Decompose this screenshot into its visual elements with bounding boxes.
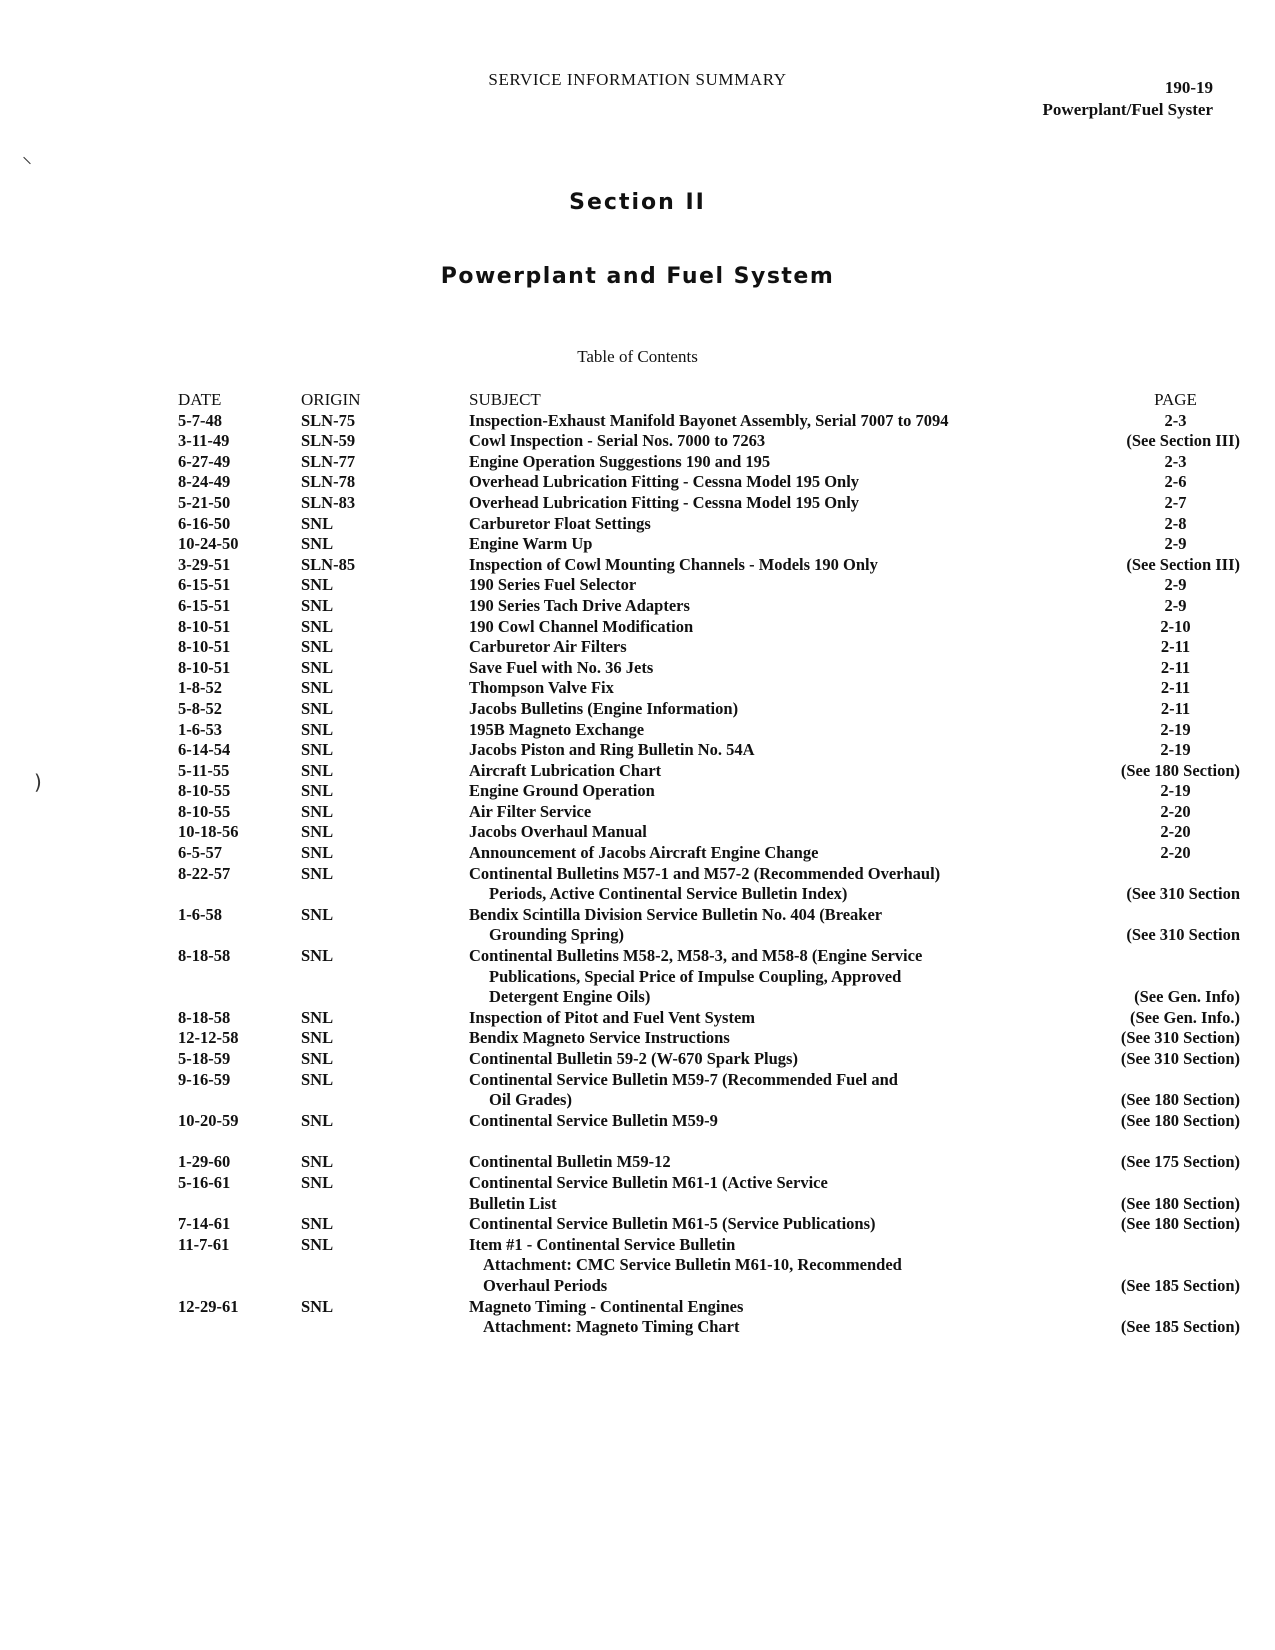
row-date: 12-29-61 — [178, 1296, 239, 1316]
table-row — [178, 761, 1240, 782]
table-row — [178, 514, 1240, 535]
table-row — [178, 1297, 1240, 1338]
table-row — [178, 617, 1240, 638]
table-row — [178, 678, 1240, 699]
table-row — [178, 1049, 1240, 1070]
row-date: 9-16-59 — [178, 1069, 231, 1089]
table-row — [178, 658, 1240, 679]
row-page: (See 310 Section) — [1120, 1028, 1240, 1048]
row-page: 2-19 — [1160, 719, 1191, 739]
row-page: 2-11 — [1160, 657, 1191, 677]
row-origin: SNL — [301, 637, 334, 657]
row-date: 6-27-49 — [178, 451, 231, 471]
table-row — [178, 1070, 1240, 1111]
row-date: 1-6-58 — [178, 904, 222, 924]
row-origin: SLN-75 — [301, 410, 356, 430]
section-subtitle: Powerplant and Fuel System — [440, 264, 835, 289]
subject-line: Continental Service Bulletin M61-1 (Active Service — [469, 1172, 828, 1192]
row-origin: SNL — [301, 1049, 334, 1068]
row-date: 5-18-59 — [178, 1049, 231, 1068]
row-date: 5-16-61 — [178, 1172, 231, 1192]
row-page: (See 180 Section) — [1120, 1090, 1240, 1110]
row-page: 2-11 — [1160, 698, 1191, 718]
row-page: 2-7 — [1164, 492, 1187, 512]
row-page: (See 175 Section) — [1120, 1152, 1240, 1172]
document-subtitle: Powerplant/Fuel Syster — [1042, 100, 1213, 119]
row-subject: 190 Series Tach Drive Adapters — [469, 595, 690, 615]
row-subject: Carburetor Air Filters — [469, 637, 627, 657]
row-page: (See 180 Section) — [1120, 760, 1240, 780]
row-date: 8-10-51 — [178, 616, 231, 636]
row-page: 2-8 — [1164, 513, 1187, 533]
row-date: 6-14-54 — [178, 740, 231, 760]
row-page: (See Section III) — [1126, 554, 1240, 574]
row-subject: Continental Service Bulletin M59-9 — [469, 1110, 718, 1130]
row-page: (See Gen. Info) — [1134, 987, 1240, 1007]
row-origin: SNL — [301, 575, 334, 595]
row-date: 3-11-49 — [178, 431, 230, 451]
table-row — [178, 431, 1240, 452]
row-origin: SLN-59 — [301, 431, 356, 451]
table-row — [178, 534, 1240, 555]
subject-line: Overhaul Periods — [483, 1275, 608, 1295]
row-date: 8-18-58 — [178, 946, 231, 966]
row-page: (See Section III) — [1126, 431, 1240, 451]
row-subject: Jacobs Bulletins (Engine Information) — [469, 698, 739, 718]
row-origin: SNL — [301, 1069, 334, 1089]
row-subject: Thompson Valve Fix — [469, 678, 614, 698]
subject-line: Continental Bulletins M57-1 and M57-2 (Recommended Overhaul) — [469, 863, 941, 883]
row-origin: SNL — [301, 678, 334, 698]
row-page: (See Gen. Info.) — [1130, 1007, 1240, 1027]
subject-line: Publications, Special Price of Impulse Coupling, Approved — [489, 966, 902, 986]
table-row — [178, 740, 1240, 761]
document-number: 190-19 — [1164, 78, 1213, 97]
toc-body — [178, 411, 1240, 1338]
toc-header-row — [178, 390, 1240, 411]
row-page: (See 180 Section) — [1120, 1110, 1240, 1130]
row-origin: SLN-83 — [301, 492, 356, 512]
row-origin: SNL — [301, 1214, 334, 1234]
row-origin: SLN-78 — [301, 472, 356, 492]
table-row — [178, 1152, 1240, 1173]
row-origin: SNL — [301, 740, 334, 760]
row-subject: Cowl Inspection - Serial Nos. 7000 to 7263 — [469, 431, 766, 451]
row-page: 2-3 — [1164, 451, 1187, 471]
row-origin: SNL — [301, 801, 334, 821]
row-subject — [469, 1070, 1066, 1111]
row-origin: SNL — [301, 1172, 334, 1192]
row-subject: 190 Cowl Channel Modification — [469, 616, 694, 636]
table-row — [178, 1173, 1240, 1214]
table-row — [178, 822, 1240, 843]
table-row — [178, 637, 1240, 658]
table-row — [178, 946, 1240, 1008]
row-date: 8-10-51 — [178, 637, 231, 657]
row-date: 5-21-50 — [178, 492, 231, 512]
row-date: 8-10-55 — [178, 801, 231, 821]
row-date: 10-20-59 — [178, 1110, 239, 1130]
subject-line: Periods, Active Continental Service Bulletin Index) — [489, 884, 848, 904]
table-row — [178, 905, 1240, 946]
row-subject: Overhead Lubrication Fitting - Cessna Model 195 Only — [469, 492, 860, 512]
row-date: 6-5-57 — [178, 843, 222, 863]
row-subject: Continental Bulletin 59-2 (W-670 Spark Plugs) — [469, 1049, 798, 1068]
row-origin: SNL — [301, 1110, 334, 1130]
row-date: 6-16-50 — [178, 513, 231, 533]
row-origin: SNL — [301, 657, 334, 677]
table-row — [178, 720, 1240, 741]
table-row — [178, 493, 1240, 514]
row-origin: SNL — [301, 1028, 334, 1048]
row-page: 2-11 — [1160, 637, 1191, 657]
row-subject: Inspection of Cowl Mounting Channels - Models 190 Only — [469, 554, 878, 574]
row-date: 5-7-48 — [178, 410, 222, 430]
row-origin: SNL — [301, 863, 334, 883]
row-page: (See 180 Section) — [1120, 1214, 1240, 1234]
document-id — [1043, 77, 1213, 121]
row-date: 5-11-55 — [178, 760, 230, 780]
running-header: SERVICE INFORMATION SUMMARY — [488, 70, 787, 89]
column-header-page: PAGE — [1154, 390, 1197, 409]
subject-line: Oil Grades) — [489, 1090, 572, 1110]
row-origin: SLN-77 — [301, 451, 356, 471]
subject-line: Attachment: Magneto Timing Chart — [483, 1317, 740, 1337]
row-date: 1-6-53 — [178, 719, 222, 739]
table-row — [178, 452, 1240, 473]
row-origin: SNL — [301, 760, 334, 780]
row-origin: SLN-85 — [301, 554, 356, 574]
subject-line: Continental Bulletins M58-2, M58-3, and M58-8 (Engine Service — [469, 946, 923, 966]
table-row — [178, 1028, 1240, 1049]
table-row — [178, 1008, 1240, 1029]
row-page: 2-9 — [1164, 595, 1187, 615]
row-subject: Inspection of Pitot and Fuel Vent System — [469, 1007, 756, 1027]
row-origin: SNL — [301, 1007, 334, 1027]
row-origin: SNL — [301, 781, 334, 801]
table-of-contents — [178, 390, 1240, 1338]
table-row — [178, 802, 1240, 823]
row-subject: Save Fuel with No. 36 Jets — [469, 657, 654, 677]
subject-line: Attachment: CMC Service Bulletin M61-10, Recommended — [483, 1255, 902, 1275]
row-origin: SNL — [301, 698, 334, 718]
row-date: 10-24-50 — [178, 534, 239, 554]
row-subject: Air Filter Service — [469, 801, 592, 821]
toc-caption: Table of Contents — [577, 347, 698, 366]
row-page: 2-20 — [1160, 843, 1191, 863]
row-origin: SNL — [301, 513, 334, 533]
row-subject — [469, 905, 1066, 946]
row-origin: SNL — [301, 616, 334, 636]
subject-line: Item #1 - Continental Service Bulletin — [469, 1234, 736, 1254]
row-date: 12-12-58 — [178, 1028, 239, 1048]
row-subject: Inspection-Exhaust Manifold Bayonet Assembly, Serial 7007 to 7094 — [469, 410, 949, 430]
row-date: 8-24-49 — [178, 472, 231, 492]
row-origin: SNL — [301, 1152, 334, 1172]
row-subject: Carburetor Float Settings — [469, 513, 651, 533]
scan-mark: ) — [34, 770, 42, 794]
subject-line: Bendix Scintilla Division Service Bulletin No. 404 (Breaker — [469, 904, 883, 924]
row-page: 2-9 — [1164, 534, 1187, 554]
column-header-date: DATE — [178, 390, 222, 409]
row-subject: Announcement of Jacobs Aircraft Engine Change — [469, 843, 819, 863]
row-page: 2-6 — [1164, 472, 1187, 492]
row-page: (See 310 Section — [1126, 884, 1240, 904]
row-page: (See 185 Section) — [1120, 1317, 1240, 1337]
table-row — [178, 1214, 1240, 1235]
row-subject: Aircraft Lubrication Chart — [469, 760, 662, 780]
subject-line: Continental Service Bulletin M59-7 (Recommended Fuel and — [469, 1069, 898, 1089]
subject-line: Grounding Spring) — [489, 925, 624, 945]
row-date: 8-10-51 — [178, 657, 231, 677]
row-date: 8-18-58 — [178, 1007, 231, 1027]
row-origin: SNL — [301, 904, 334, 924]
row-page: (See 310 Section — [1126, 925, 1240, 945]
row-date: 10-18-56 — [178, 822, 239, 842]
row-date: 1-29-60 — [178, 1152, 231, 1172]
table-row — [178, 575, 1240, 596]
scan-mark: ⸌ — [22, 152, 32, 176]
row-date: 7-14-61 — [178, 1214, 231, 1234]
row-date: 1-8-52 — [178, 678, 222, 698]
row-date: 8-10-55 — [178, 781, 231, 801]
row-origin: SNL — [301, 946, 334, 966]
row-page: (See 185 Section) — [1120, 1275, 1240, 1295]
row-origin: SNL — [301, 822, 334, 842]
row-subject: Engine Warm Up — [469, 534, 593, 554]
table-row — [178, 596, 1240, 617]
row-subject — [469, 946, 1066, 1008]
row-page: (See 180 Section) — [1120, 1193, 1240, 1213]
row-subject: Bendix Magneto Service Instructions — [469, 1028, 730, 1048]
row-origin: SNL — [301, 595, 334, 615]
table-row — [178, 411, 1240, 432]
row-origin: SNL — [301, 1296, 334, 1316]
subject-line: Detergent Engine Oils) — [489, 987, 651, 1007]
row-page: (See 310 Section) — [1120, 1049, 1240, 1068]
row-date: 11-7-61 — [178, 1234, 230, 1254]
row-page: 2-11 — [1160, 678, 1191, 698]
table-row — [178, 472, 1240, 493]
row-origin: SNL — [301, 843, 334, 863]
table-row — [178, 1235, 1240, 1297]
column-header-origin: ORIGIN — [301, 390, 361, 409]
row-page: 2-19 — [1160, 781, 1191, 801]
table-row — [178, 1111, 1240, 1132]
row-page: 2-3 — [1164, 410, 1187, 430]
row-page: 2-19 — [1160, 740, 1191, 760]
row-subject — [469, 1297, 1066, 1338]
section-title: Section II — [569, 190, 706, 215]
row-subject — [469, 1173, 1066, 1214]
table-row — [178, 864, 1240, 905]
row-subject: Continental Bulletin M59-12 — [469, 1152, 671, 1172]
row-page: 2-20 — [1160, 801, 1191, 821]
row-origin: SNL — [301, 1234, 334, 1254]
row-origin: SNL — [301, 534, 334, 554]
row-subject: Jacobs Piston and Ring Bulletin No. 54A — [469, 740, 755, 760]
row-subject: Jacobs Overhaul Manual — [469, 822, 647, 842]
row-page: 2-20 — [1160, 822, 1191, 842]
row-subject: Overhead Lubrication Fitting - Cessna Model 195 Only — [469, 472, 860, 492]
table-row — [178, 555, 1240, 576]
subject-line: Bulletin List — [469, 1193, 557, 1213]
row-subject: Engine Ground Operation — [469, 781, 655, 801]
table-row — [178, 781, 1240, 802]
row-subject: Continental Service Bulletin M61-5 (Service Publications) — [469, 1214, 876, 1234]
table-row — [178, 699, 1240, 720]
table-row — [178, 843, 1240, 864]
row-date: 6-15-51 — [178, 595, 231, 615]
column-header-subject: SUBJECT — [469, 390, 541, 409]
row-subject: 190 Series Fuel Selector — [469, 575, 637, 595]
row-page: 2-10 — [1160, 616, 1191, 636]
row-origin: SNL — [301, 719, 334, 739]
row-subject: Engine Operation Suggestions 190 and 195 — [469, 451, 771, 471]
row-subject — [469, 864, 1066, 905]
subject-line: Magneto Timing - Continental Engines — [469, 1296, 744, 1316]
row-date: 6-15-51 — [178, 575, 231, 595]
row-subject — [469, 1235, 1066, 1297]
row-date: 3-29-51 — [178, 554, 231, 574]
row-date: 5-8-52 — [178, 698, 222, 718]
row-date: 8-22-57 — [178, 863, 231, 883]
row-page: 2-9 — [1164, 575, 1187, 595]
row-subject: 195B Magneto Exchange — [469, 719, 645, 739]
